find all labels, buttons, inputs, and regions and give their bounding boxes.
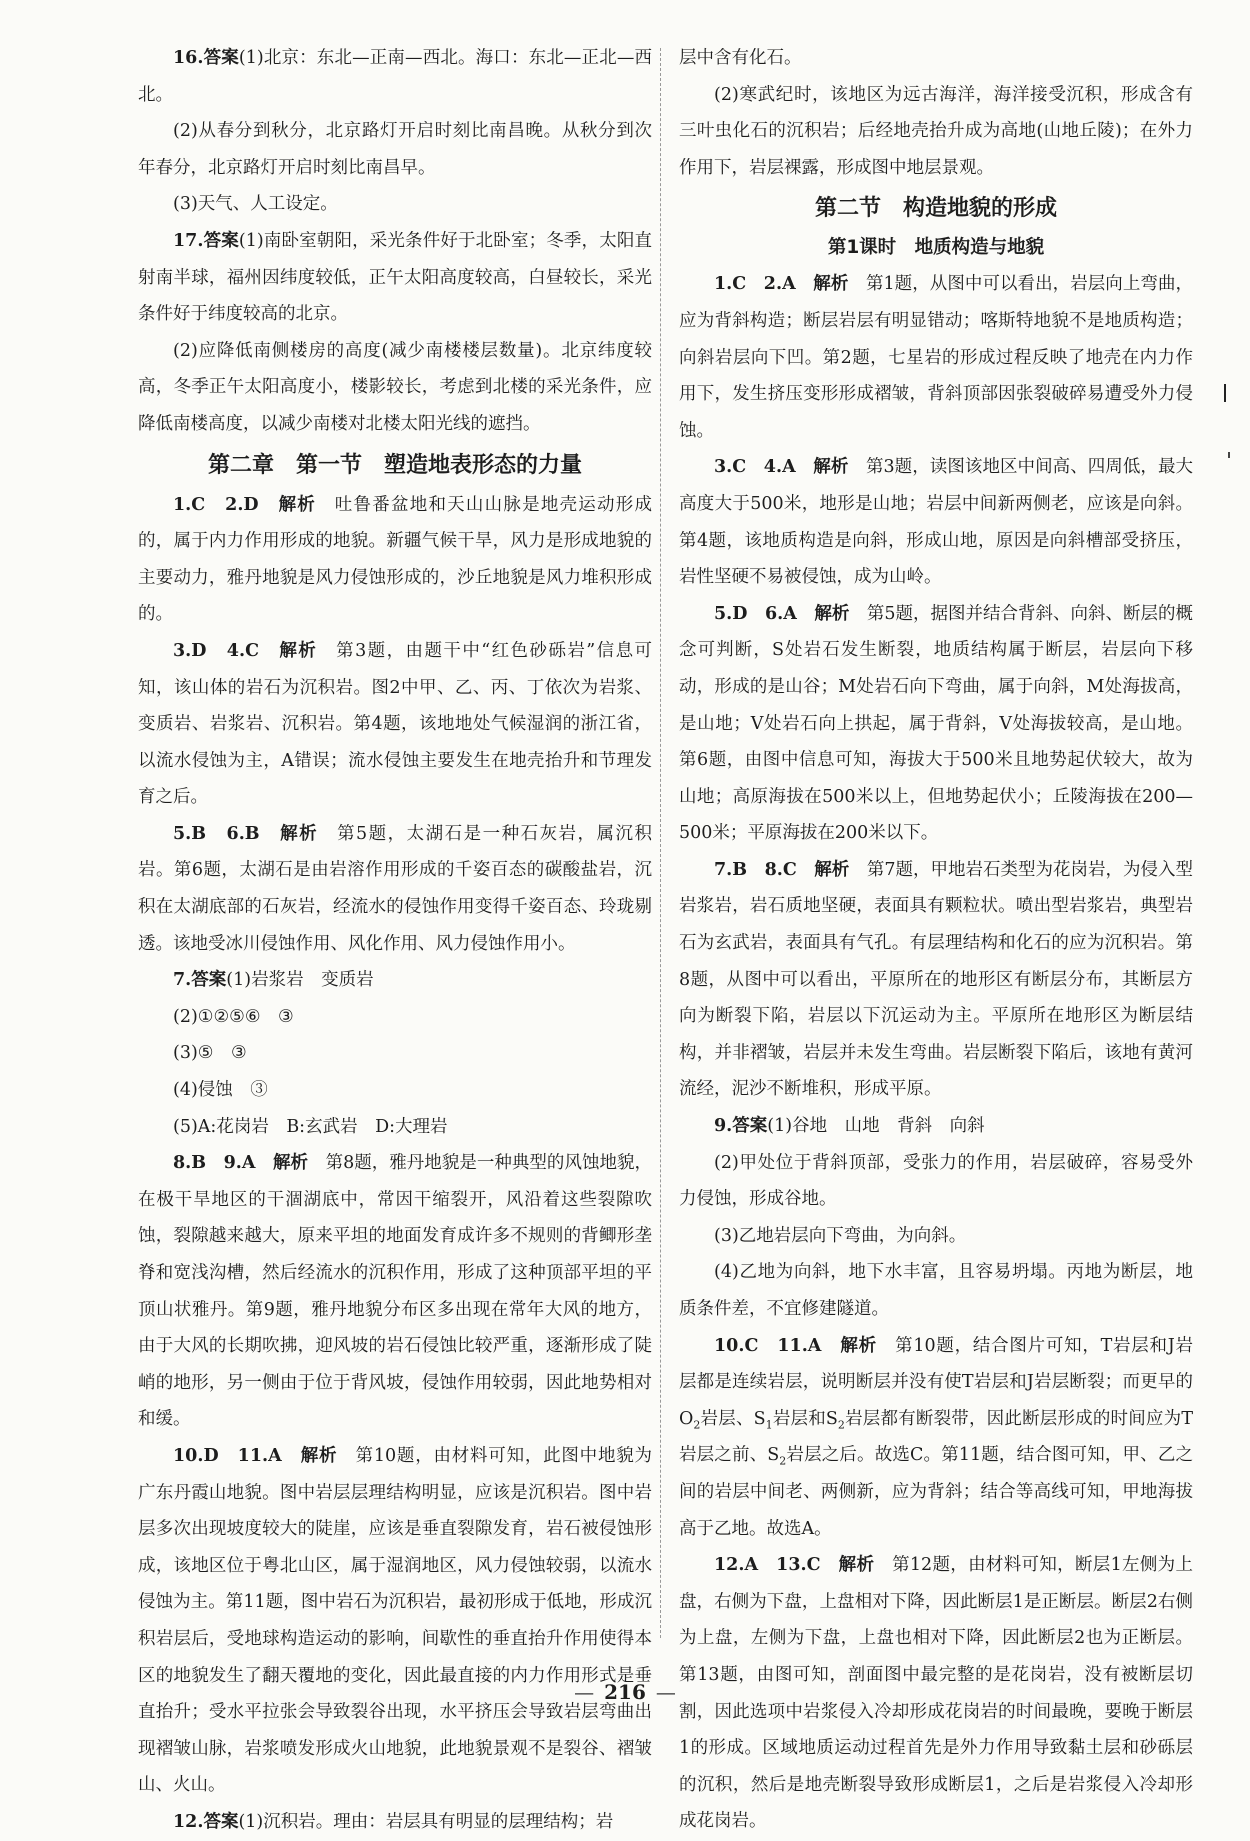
q7-part3: (3)⑤ ③ <box>173 1043 247 1064</box>
footer-dash-left: — <box>574 1680 595 1704</box>
r-q10-11-analysis: 10.C 11.A 解析 第10题，结合图片可知，T岩层和J岩层都是连续岩层，说明断层并没有使T岩层和J岩层断裂；而更早的$O_2$岩层、$S_1$岩层和$S_2$岩层都有断裂带，因此断层形成的时间应为T岩层之前、$S_2$岩层之后。故选C。第11题，结合图可知，甲、乙之间的岩层中间老、两侧新，应为背斜；结合等高线可知，甲地海拔高于乙地。故选A。 <box>679 1335 1194 1539</box>
r-q1-2-analysis: 1.C 2.A 解析 第1题，从图中可以看出，岩层向上弯曲，应为背斜构造；断层岩层有明显错动；喀斯特地貌不是地质构造；向斜岩层向下凹。第2题，七星岩的形成过程反映了地壳在内力作用下，发生挤压变形形成褶皱，背斜顶部因张裂破碎易遭受外力侵蚀。 <box>679 274 1194 441</box>
q16-part3: (3)天气、人工设定。 <box>173 194 338 215</box>
q12-answer: 12.答案(1)沉积岩。理由：岩层具有明显的层理结构；岩 <box>173 1811 614 1832</box>
q7-answer: 7.答案(1)岩浆岩 变质岩 <box>173 970 374 991</box>
q8-9-analysis: 8.B 9.A 解析 第8题，雅丹地貌是一种典型的风蚀地貌，在极干旱地区的干涸湖底中，常因干缩裂开，风沿着这些裂隙吹蚀，裂隙越来越大，原来平坦的地面发育成许多不规则的背鲫形垄脊和宽浅沟槽，然后经流水的沉积作用，形成了这种顶部平坦的平顶山状雅丹。第9题，雅丹地貌分布区多出现在常年大风的地方，由于大风的长期吹拂，迎风坡的岩石侵蚀比较严重，逐渐形成了陡峭的地形，另一侧由于位于背风坡，侵蚀作用较弱，因此地势相对和缓。 <box>138 1153 653 1430</box>
r-q9-part4: (4)乙地为向斜，地下水丰富，且容易坍塌。丙地为断层，地质条件差，不宜修建隧道。 <box>679 1262 1193 1319</box>
margin-mark-small <box>1228 452 1230 458</box>
r-q7-8-analysis: 7.B 8.C 解析 第7题，甲地岩石类型为花岗岩，为侵入型岩浆岩，岩石质地坚硬，表面具有颗粒状。喷出型岩浆岩，典型岩石为玄武岩，表面具有气孔。有层理结构和化石的应为沉积岩。第8题，从图中可以看出，平原所在的地形区有断层分布，其断层方向为断裂下陷，岩层以下沉运动为主。平原所在地形区为断层结构，并非褶皱，岩层并未发生弯曲。岩层断裂下陷后，该地有黄河流经，泥沙不断堆积，形成平原。 <box>679 859 1194 1100</box>
r-q9-part3: (3)乙地岩层向下弯曲，为向斜。 <box>714 1225 967 1246</box>
q5-6-analysis: 5.B 6.B 解析 第5题，太湖石是一种石灰岩，属沉积岩。第6题，太湖石是由岩溶作用形成的千姿百态的碳酸盐岩，沉积在太湖底部的石灰岩，经流水的侵蚀作用变得千姿百态、玲珑剔透。该地受冰川侵蚀作用、风化作用、风力侵蚀作用小。 <box>138 823 653 954</box>
left-column <box>138 40 652 1841</box>
q7-part5: (5)A:花岗岩 B:玄武岩 D:大理岩 <box>173 1116 448 1137</box>
q17-answer: 17.答案(1)南卧室朝阳，采光条件好于北卧室；冬季，太阳直射南半球，福州因纬度较低，正午太阳高度较高，白昼较长，采光条件好于纬度较高的北京。 <box>138 230 652 325</box>
q16-answer: 16.答案(1)北京：东北—正南—西北。海口：东北—正北—西北。 <box>138 48 652 105</box>
chapter-title: 第二章 第一节 塑造地表形态的力量 <box>207 452 582 478</box>
q12-continued: 层中含有化石。 <box>679 48 802 68</box>
page-number: 216 <box>604 1680 646 1704</box>
margin-mark <box>1224 384 1226 402</box>
q16-part2: (2)从春分到秋分，北京路灯开启时刻比南昌晚。从秋分到次年春分，北京路灯开启时刻比南昌早。 <box>138 121 652 178</box>
page-footer <box>0 1680 1250 1704</box>
section-title: 第二节 构造地貌的形成 <box>814 196 1057 222</box>
r-q5-6-analysis: 5.D 6.A 解析 第5题，据图并结合背斜、向斜、断层的概念可判断，S处岩石发生断裂，地质结构属于断层，岩层向下移动，形成的是山谷；M处岩石向下弯曲，属于向斜，M处海拔高，是山地；V处岩石向上拱起，属于背斜，V处海拔较高，是山地。第6题，由图中信息可知，海拔大于500米且地势起伏较大，故为山地；高原海拔在500米以上，但地势起伏小；丘陵海拔在200—500米；平原海拔在200米以下。 <box>679 603 1194 844</box>
right-column <box>679 40 1193 1840</box>
q1-2-analysis: 1.C 2.D 解析 吐鲁番盆地和天山山脉是地壳运动形成的，属于内力作用形成的地貌。新疆气候干旱，风力是形成地貌的主要动力，雅丹地貌是风力侵蚀形成的，沙丘地貌是风力堆积形成的。 <box>138 494 652 625</box>
q3-4-analysis: 3.D 4.C 解析 第3题，由题干中“红色砂砾岩”信息可知，该山体的岩石为沉积岩。图2中甲、乙、丙、丁依次为岩浆、变质岩、岩浆岩、沉积岩。第4题，该地地处气候湿润的浙江省，以流水侵蚀为主，A错误；流水侵蚀主要发生在地壳抬升和节理发育之后。 <box>138 640 653 808</box>
q10-11-analysis: 10.D 11.A 解析 第10题，由材料可知，此图中地貌为广东丹霞山地貌。图中岩层层理结构明显，应该是沉积岩。图中岩层多次出现坡度较大的陡崖，应该是垂直裂隙发育，岩石被侵蚀形成，该地区位于粤北山区，属于湿润地区，风力侵蚀较弱，以流水侵蚀为主。第11题，图中岩石为沉积岩，最初形成于低地，形成沉积岩层后，受地球构造运动的影响，间歇性的垂直抬升作用使得本区的地貌发生了翻天覆地的变化，因此最直接的内力作用形式是垂直抬升；受水平拉张会导致裂谷出现，水平挤压会导致岩层弯曲出现褶皱山脉，岩浆喷发形成火山地貌，此地貌景观不是裂谷、褶皱山、火山。 <box>138 1445 652 1796</box>
lesson-title: 第1课时 地质构造与地貌 <box>827 237 1045 259</box>
r-q12-13-analysis: 12.A 13.C 解析 第12题，由材料可知，断层1左侧为上盘，右侧为下盘，上盘相对下降，因此断层1是正断层。断层2右侧为上盘，左侧为下盘，上盘也相对下降，因此断层2也为正断层。第13题，由图可知，剖面图中最完整的是花岗岩，没有被断层切割，因此选项中岩浆侵入冷却形成花岗岩的时间最晚，要晚于断层1的形成。区域地质运动过程首先是外力作用导致黏土层和砂砾层的沉积，然后是地壳断裂导致形成断层1，之后是岩浆侵入冷却形成花岗岩。 <box>679 1555 1193 1832</box>
q12-part2: (2)寒武纪时，该地区为远古海洋，海洋接受沉积，形成含有三叶虫化石的沉积岩；后经地壳抬升成为高地(山地丘陵)；在外力作用下，岩层裸露，形成图中地层景观。 <box>679 84 1193 178</box>
r-q9-part2: (2)甲处位于背斜顶部，受张力的作用，岩层破碎，容易受外力侵蚀，形成谷地。 <box>679 1152 1193 1210</box>
r-q3-4-analysis: 3.C 4.A 解析 第3题，读图该地区中间高、四周低，最大高度大于500米，地形是山地；岩层中间新两侧老，应该是向斜。第4题，该地质构造是向斜，形成山地，原因是向斜槽部受挤压，岩性坚硬不易被侵蚀，成为山岭。 <box>679 457 1194 588</box>
q17-part2: (2)应降低南侧楼房的高度(减少南楼楼层数量)。北京纬度较高，冬季正午太阳高度小，楼影较长，考虑到北楼的采光条件，应降低南楼高度，以减少南楼对北楼太阳光线的遮挡。 <box>138 340 652 434</box>
r-q9-answer: 9.答案(1)谷地 山地 背斜 向斜 <box>714 1116 985 1137</box>
footer-dash-right: — <box>655 1680 676 1704</box>
q7-part4: (4)侵蚀 ③ <box>173 1080 268 1101</box>
column-divider <box>660 48 662 1638</box>
q7-part2: (2)①②⑤⑥ ③ <box>173 1006 294 1027</box>
